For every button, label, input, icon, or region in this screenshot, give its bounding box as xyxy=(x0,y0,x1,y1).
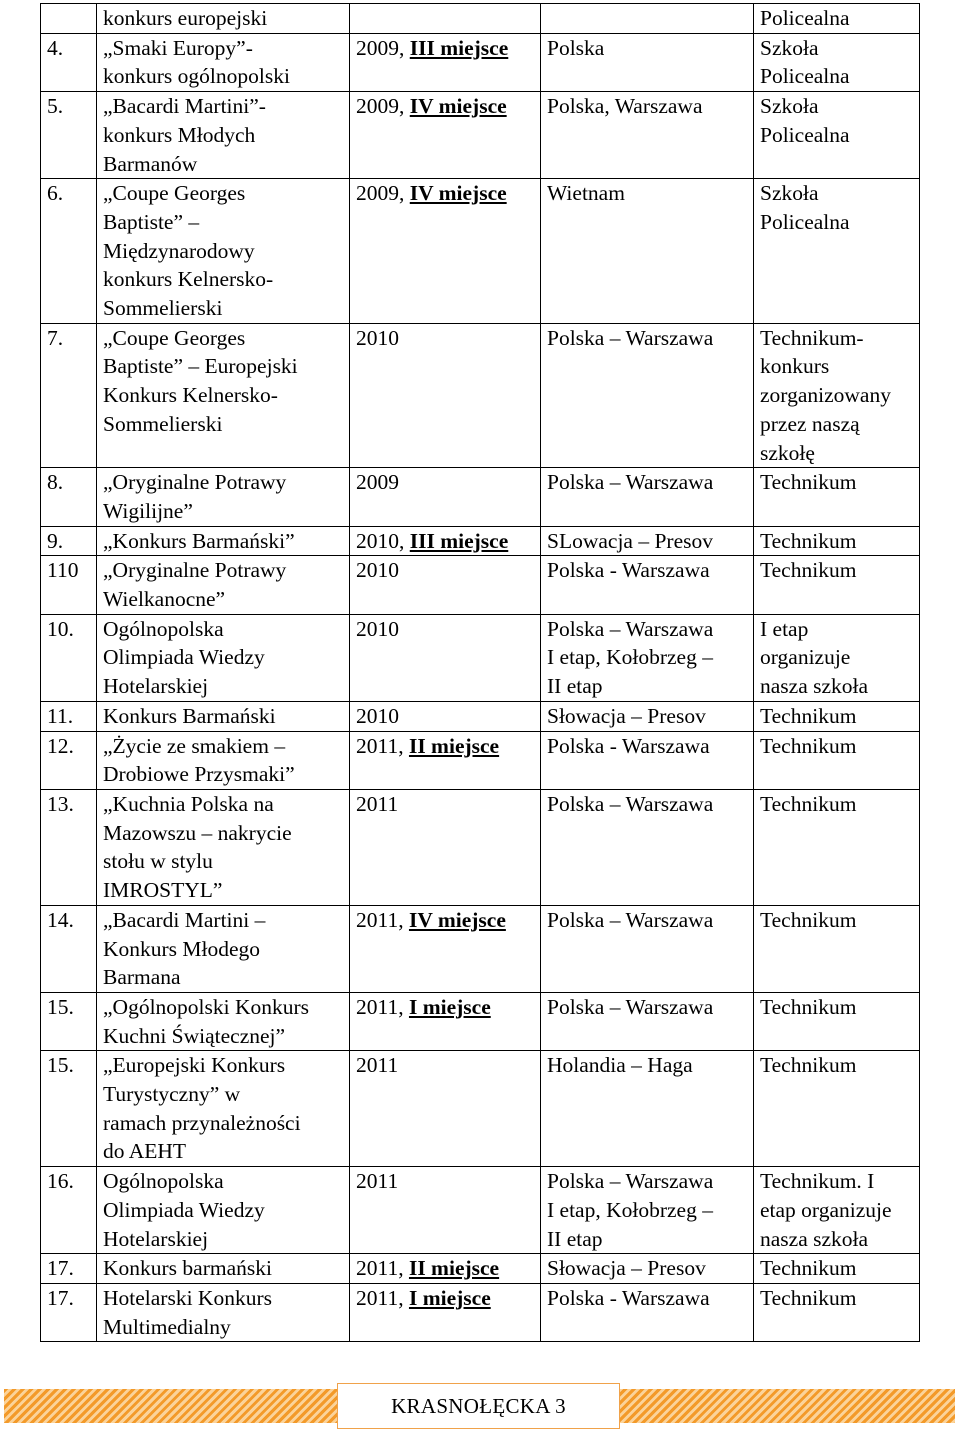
row-number: 10. xyxy=(47,616,74,641)
school-unit-cell xyxy=(754,92,920,179)
row-number: 15. xyxy=(47,1053,74,1078)
location-cell xyxy=(541,468,754,526)
school-unit-cell xyxy=(754,701,920,731)
year-result-cell xyxy=(350,1283,541,1341)
table-row xyxy=(41,1254,920,1284)
competition-location: Polska – Warszawa xyxy=(547,994,714,1019)
location-cell xyxy=(541,526,754,556)
school-unit-cell xyxy=(754,731,920,789)
location-cell xyxy=(541,789,754,905)
table-row xyxy=(41,556,920,614)
location-cell xyxy=(541,1283,754,1341)
competition-name-cell xyxy=(97,905,350,992)
year-result-cell xyxy=(350,789,541,905)
row-number-cell xyxy=(41,1167,97,1254)
row-number: 110 xyxy=(47,558,79,583)
school-unit-cell xyxy=(754,1254,920,1284)
row-number: 17. xyxy=(47,1285,74,1310)
school-unit: Technikum xyxy=(760,528,857,553)
award-place: I miejsce xyxy=(408,1285,491,1310)
row-number-cell xyxy=(41,4,97,34)
award-place: IV miejsce xyxy=(408,907,506,932)
row-number: 11. xyxy=(47,703,74,728)
year-result-cell xyxy=(350,992,541,1050)
competition-year: 2011 xyxy=(356,791,399,816)
award-place: II miejsce xyxy=(408,733,500,758)
competition-year: 2011, xyxy=(356,1256,409,1281)
award-place: IV miejsce xyxy=(409,181,507,206)
table-row xyxy=(41,526,920,556)
competition-name: Ogólnopolska Olimpiada Wiedzy Hotelarskiej xyxy=(103,616,265,699)
school-unit: Technikum xyxy=(760,558,857,583)
row-number-cell xyxy=(41,1051,97,1167)
school-unit-cell xyxy=(754,614,920,701)
location-cell xyxy=(541,1167,754,1254)
competition-name: „Coupe Georges Baptiste” – Europejski Konkurs Kelnersko- Sommelierski xyxy=(103,325,298,436)
school-unit-cell xyxy=(754,1167,920,1254)
competition-name-cell xyxy=(97,789,350,905)
row-number-cell xyxy=(41,992,97,1050)
table-row xyxy=(41,701,920,731)
competition-location: Polska - Warszawa xyxy=(547,1285,710,1310)
competition-location: Polska – Warszawa xyxy=(547,470,714,495)
table-row xyxy=(41,614,920,701)
table-row xyxy=(41,789,920,905)
row-number-cell xyxy=(41,1283,97,1341)
competition-name-cell xyxy=(97,614,350,701)
competition-name-cell xyxy=(97,468,350,526)
competition-year: 2011 xyxy=(356,1053,399,1078)
school-unit: I etap organizuje nasza szkoła xyxy=(760,616,869,699)
school-unit: Technikum xyxy=(760,470,857,495)
competitions-table xyxy=(40,3,920,1342)
school-unit-cell xyxy=(754,33,920,91)
year-result-cell xyxy=(350,701,541,731)
school-unit: Technikum xyxy=(760,907,857,932)
competition-location: Polska – Warszawa xyxy=(547,791,714,816)
competition-name: „Życie ze smakiem – Drobiowe Przysmaki” xyxy=(103,733,295,787)
school-unit-cell xyxy=(754,992,920,1050)
competition-location: Polska, Warszawa xyxy=(547,94,703,119)
location-cell xyxy=(541,992,754,1050)
award-place: I miejsce xyxy=(408,994,491,1019)
competition-location: Polska – Warszawa xyxy=(547,325,714,350)
competition-name: „Smaki Europy”- konkurs ogólnopolski xyxy=(103,35,290,89)
competition-year: 2009 xyxy=(356,470,399,495)
school-unit-cell xyxy=(754,1051,920,1167)
footer-address-text: KRASNOŁĘCKA 3 xyxy=(391,1393,566,1418)
row-number-cell xyxy=(41,33,97,91)
school-unit: Technikum xyxy=(760,1053,857,1078)
row-number-cell xyxy=(41,905,97,992)
competition-name: Ogólnopolska Olimpiada Wiedzy Hotelarskiej xyxy=(103,1169,265,1251)
year-result-cell xyxy=(350,905,541,992)
competition-year: 2010 xyxy=(356,616,399,641)
competition-name-cell xyxy=(97,33,350,91)
row-number-cell xyxy=(41,179,97,324)
competition-name-cell xyxy=(97,992,350,1050)
competition-name: „Ogólnopolski Konkurs Kuchni Świątecznej” xyxy=(103,994,310,1048)
year-result-cell xyxy=(350,468,541,526)
school-unit: Szkoła Policealna xyxy=(760,181,850,234)
row-number: 8. xyxy=(47,470,64,495)
school-unit: Szkoła Policealna xyxy=(760,35,850,89)
competition-location: Polska xyxy=(547,35,605,60)
table-row xyxy=(41,731,920,789)
location-cell xyxy=(541,33,754,91)
row-number-cell xyxy=(41,468,97,526)
school-unit: Szkoła Policealna xyxy=(760,94,850,147)
row-number: 15. xyxy=(47,994,74,1019)
table-row xyxy=(41,905,920,992)
row-number-cell xyxy=(41,701,97,731)
competition-year: 2010 xyxy=(356,703,399,728)
year-result-cell xyxy=(350,614,541,701)
year-result-cell xyxy=(350,33,541,91)
competition-location: Polska – Warszawa xyxy=(547,907,714,932)
competition-year: 2009, xyxy=(356,181,410,206)
table-row xyxy=(41,323,920,468)
row-number-cell xyxy=(41,614,97,701)
competition-name-cell xyxy=(97,92,350,179)
location-cell xyxy=(541,556,754,614)
row-number: 17. xyxy=(47,1256,74,1281)
competition-name: „Bacardi Martini”- konkurs Młodych Barmanów xyxy=(103,94,266,176)
competition-name: „Bacardi Martini – Konkurs Młodego Barmana xyxy=(103,907,266,990)
location-cell xyxy=(541,614,754,701)
row-number-cell xyxy=(41,789,97,905)
school-unit: Technikum xyxy=(760,703,857,728)
table-row xyxy=(41,4,920,34)
year-result-cell xyxy=(350,526,541,556)
competition-year: 2011, xyxy=(356,1285,409,1310)
location-cell xyxy=(541,323,754,468)
competition-year: 2010, xyxy=(356,528,410,553)
competition-location: SLowacja – Presov xyxy=(547,528,713,553)
competition-name-cell xyxy=(97,1051,350,1167)
year-result-cell xyxy=(350,1254,541,1284)
competition-year: 2011, xyxy=(356,994,409,1019)
competition-name-cell xyxy=(97,1167,350,1254)
competition-name-cell xyxy=(97,1254,350,1284)
year-result-cell xyxy=(350,1051,541,1167)
school-unit-cell xyxy=(754,179,920,324)
award-place: III miejsce xyxy=(409,35,509,60)
school-unit-cell xyxy=(754,468,920,526)
competition-name: „Kuchnia Polska na Mazowszu – nakrycie stołu w stylu IMROSTYL” xyxy=(103,791,292,903)
row-number: 9. xyxy=(47,528,64,553)
table-row xyxy=(41,179,920,324)
table-row xyxy=(41,92,920,179)
school-unit-cell xyxy=(754,4,920,34)
year-result-cell xyxy=(350,556,541,614)
competition-location: Polska - Warszawa xyxy=(547,733,710,758)
year-result-cell xyxy=(350,1167,541,1254)
school-unit-cell xyxy=(754,1283,920,1341)
school-unit: Technikum xyxy=(760,1256,857,1281)
competition-name-cell xyxy=(97,1283,350,1341)
competition-name-cell xyxy=(97,526,350,556)
school-unit-cell xyxy=(754,905,920,992)
competition-name-cell xyxy=(97,701,350,731)
competition-location: Wietnam xyxy=(547,181,625,206)
school-unit: Technikum xyxy=(760,733,857,758)
competition-location: Polska - Warszawa xyxy=(547,558,710,583)
competition-location: Słowacja – Presov xyxy=(547,1256,706,1281)
row-number-cell xyxy=(41,526,97,556)
competition-name-cell xyxy=(97,179,350,324)
competitions-table-body xyxy=(41,4,920,1342)
competition-name: Konkurs Barmański xyxy=(103,703,276,728)
competition-name-cell xyxy=(97,556,350,614)
competition-year: 2010 xyxy=(356,325,399,350)
school-unit: Technikum xyxy=(760,791,857,816)
location-cell xyxy=(541,4,754,34)
school-unit: Technikum xyxy=(760,1285,857,1310)
competition-year: 2010 xyxy=(356,558,399,583)
school-unit-cell xyxy=(754,789,920,905)
location-cell xyxy=(541,1051,754,1167)
competition-name-cell xyxy=(97,731,350,789)
competition-year: 2009, xyxy=(356,35,410,60)
row-number-cell xyxy=(41,323,97,468)
competition-location: Słowacja – Presov xyxy=(547,703,706,728)
competition-name-cell xyxy=(97,4,350,34)
award-place: II miejsce xyxy=(408,1256,500,1281)
location-cell xyxy=(541,92,754,179)
competition-name: Konkurs barmański xyxy=(103,1256,272,1281)
competition-name: konkurs europejski xyxy=(103,6,268,30)
year-result-cell xyxy=(350,179,541,324)
table-row xyxy=(41,1167,920,1254)
row-number: 13. xyxy=(47,791,74,816)
award-place: III miejsce xyxy=(409,528,509,553)
school-unit-cell xyxy=(754,323,920,468)
table-row xyxy=(41,992,920,1050)
row-number: 4. xyxy=(47,35,64,60)
row-number: 14. xyxy=(47,907,74,932)
table-row xyxy=(41,468,920,526)
award-place: IV miejsce xyxy=(409,94,507,119)
row-number-cell xyxy=(41,1254,97,1284)
row-number: 6. xyxy=(47,181,64,206)
competition-name: „Oryginalne Potrawy Wigilijne” xyxy=(103,470,287,523)
competition-location: Polska – Warszawa I etap, Kołobrzeg – II etap xyxy=(547,1169,714,1251)
competition-year: 2009, xyxy=(356,94,410,119)
location-cell xyxy=(541,905,754,992)
row-number: 7. xyxy=(47,325,64,350)
year-result-cell xyxy=(350,323,541,468)
school-unit-cell xyxy=(754,556,920,614)
location-cell xyxy=(541,179,754,324)
school-unit-cell xyxy=(754,526,920,556)
row-number-cell xyxy=(41,92,97,179)
year-result-cell xyxy=(350,4,541,34)
competition-year: 2011, xyxy=(356,907,409,932)
row-number: 16. xyxy=(47,1169,74,1194)
competition-year: 2011, xyxy=(356,733,409,758)
competition-location: Polska – Warszawa I etap, Kołobrzeg – II etap xyxy=(547,616,714,699)
row-number-cell xyxy=(41,556,97,614)
school-unit: Technikum. I etap organizuje nasza szkoła xyxy=(760,1169,892,1251)
competition-location: Holandia – Haga xyxy=(547,1053,693,1078)
year-result-cell xyxy=(350,92,541,179)
table-row xyxy=(41,1283,920,1341)
competition-name: „Oryginalne Potrawy Wielkanocne” xyxy=(103,558,287,612)
table-row xyxy=(41,33,920,91)
footer-address-box xyxy=(337,1383,620,1429)
competition-name: „Europejski Konkurs Turystyczny” w ramach przynależności do AEHT xyxy=(103,1053,301,1164)
school-unit: Policealna xyxy=(760,6,850,30)
competition-year: 2011 xyxy=(356,1169,399,1194)
location-cell xyxy=(541,731,754,789)
competition-name-cell xyxy=(97,323,350,468)
row-number-cell xyxy=(41,731,97,789)
location-cell xyxy=(541,1254,754,1284)
school-unit: Technikum- konkurs zorganizowany przez naszą szkołę xyxy=(760,325,891,465)
table-row xyxy=(41,1051,920,1167)
location-cell xyxy=(541,701,754,731)
school-unit: Technikum xyxy=(760,994,857,1019)
row-number: 12. xyxy=(47,733,74,758)
competition-name: „Coupe Georges Baptiste” – Międzynarodowy konkurs Kelnersko- Sommelierski xyxy=(103,181,274,321)
row-number: 5. xyxy=(47,94,64,119)
competition-name: „Konkurs Barmański” xyxy=(103,528,295,553)
year-result-cell xyxy=(350,731,541,789)
competition-name: Hotelarski Konkurs Multimedialny xyxy=(103,1285,272,1339)
